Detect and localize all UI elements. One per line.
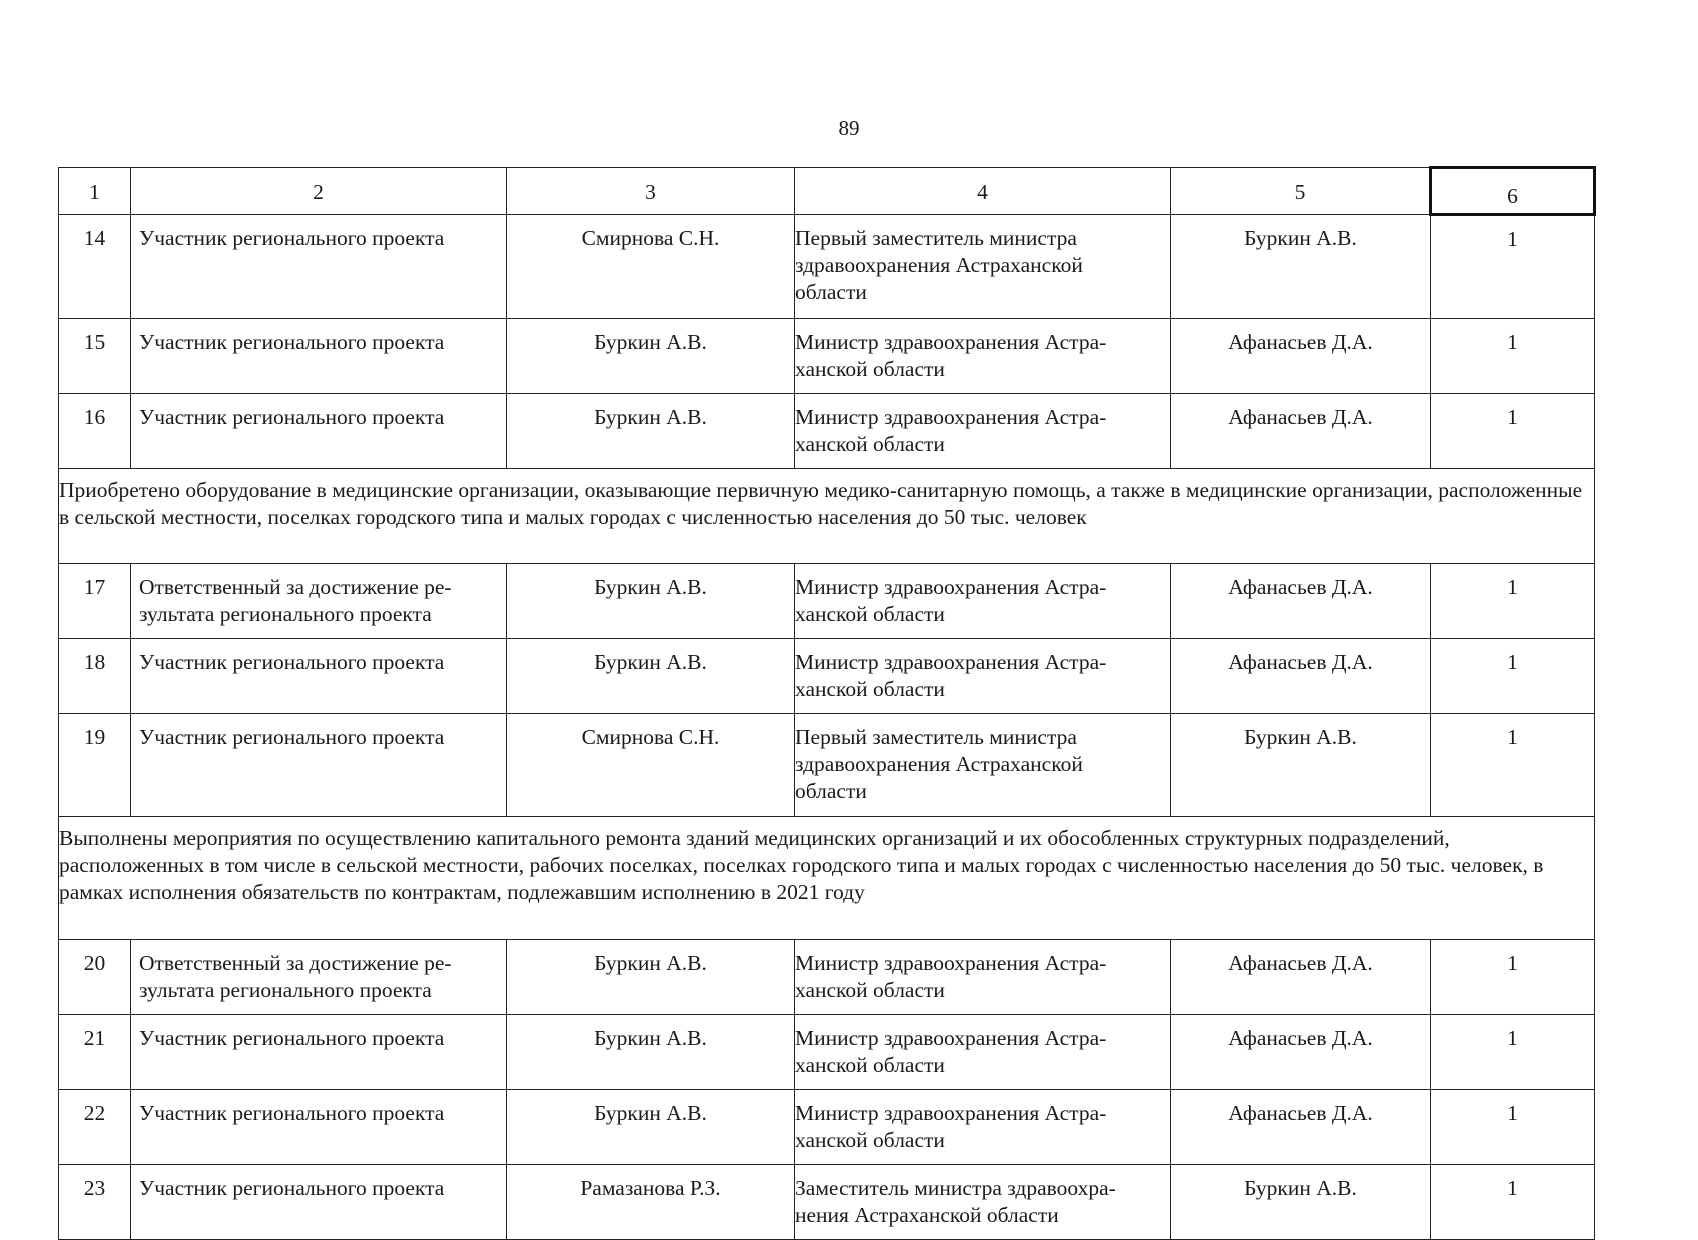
position-cell [795,319,1171,394]
share-cell: 1 [1431,1165,1595,1240]
row-number: 19 [59,714,131,817]
share-cell: 1 [1431,714,1595,817]
section-heading-row [59,469,1595,564]
role-cell [131,1015,507,1090]
supervisor-cell: Афанасьев Д.А. [1171,1015,1431,1090]
person-cell: Буркин А.В. [507,639,795,714]
position-cell [795,564,1171,639]
row-number: 21 [59,1015,131,1090]
role-cell [131,319,507,394]
column-header-4: 4 [795,168,1171,215]
position-cell [795,1015,1171,1090]
supervisor-cell: Афанасьев Д.А. [1171,940,1431,1015]
share-cell: 1 [1431,215,1595,319]
role-text: Участник регионального проекта [139,1101,445,1125]
role-text: Участник регионального проекта [139,226,445,250]
position-text: Министр здравоохранения Астра- ханской области [795,575,1107,626]
section-heading-row [59,817,1595,940]
column-header-1: 1 [59,168,131,215]
row-number: 16 [59,394,131,469]
role-text: Ответственный за достижение ре- зультата регионального проекта [139,575,452,626]
person-cell: Буркин А.В. [507,1090,795,1165]
share-cell: 1 [1431,394,1595,469]
person-cell: Буркин А.В. [507,940,795,1015]
position-cell [795,639,1171,714]
person-cell: Рамазанова Р.З. [507,1165,795,1240]
person-cell: Смирнова С.Н. [507,215,795,319]
position-text: Министр здравоохранения Астра- ханской области [795,1026,1107,1077]
row-number: 23 [59,1165,131,1240]
share-cell: 1 [1431,1015,1595,1090]
table-row [59,1015,1595,1090]
row-number: 14 [59,215,131,319]
position-text: Министр здравоохранения Астра- ханской области [795,405,1107,456]
column-header-5: 5 [1171,168,1431,215]
share-cell: 1 [1431,319,1595,394]
role-cell [131,1090,507,1165]
position-cell [795,1090,1171,1165]
table-row [59,394,1595,469]
role-text: Участник регионального проекта [139,650,445,674]
supervisor-cell: Афанасьев Д.А. [1171,564,1431,639]
row-number: 17 [59,564,131,639]
position-text: Министр здравоохранения Астра- ханской области [795,650,1107,701]
supervisor-cell: Афанасьев Д.А. [1171,394,1431,469]
role-text: Ответственный за достижение ре- зультата регионального проекта [139,951,452,1002]
share-cell: 1 [1431,940,1595,1015]
role-cell [131,394,507,469]
responsibility-table [58,166,1596,1240]
role-text: Участник регионального проекта [139,1026,445,1050]
person-cell: Буркин А.В. [507,1015,795,1090]
position-cell [795,940,1171,1015]
row-number: 15 [59,319,131,394]
section-heading: Приобретено оборудование в медицинские организации, оказывающие первичную медико-санитарную помощь, а также в медицинские организации, расположенные в сельской местности, поселках городского типа и малых городах с численностью населения до 50 тыс. человек [59,469,1595,564]
role-cell [131,564,507,639]
position-cell [795,215,1171,319]
table-row [59,564,1595,639]
position-text: Первый заместитель министра здравоохранения Астраханской области [795,226,1083,304]
person-cell: Смирнова С.Н. [507,714,795,817]
table-row [59,714,1595,817]
supervisor-cell: Афанасьев Д.А. [1171,1090,1431,1165]
role-cell [131,1165,507,1240]
position-text: Министр здравоохранения Астра- ханской области [795,951,1107,1002]
supervisor-cell: Афанасьев Д.А. [1171,639,1431,714]
supervisor-cell: Буркин А.В. [1171,1165,1431,1240]
role-text: Участник регионального проекта [139,405,445,429]
position-text: Первый заместитель министра здравоохранения Астраханской области [795,725,1083,803]
column-header-2: 2 [131,168,507,215]
supervisor-cell: Буркин А.В. [1171,215,1431,319]
table-row [59,1090,1595,1165]
row-number: 18 [59,639,131,714]
role-cell [131,714,507,817]
page-number: 89 [838,116,860,140]
table-row [59,215,1595,319]
share-cell: 1 [1431,1090,1595,1165]
role-cell [131,639,507,714]
share-cell: 1 [1431,564,1595,639]
share-cell: 1 [1431,639,1595,714]
table-row [59,1165,1595,1240]
row-number: 22 [59,1090,131,1165]
person-cell: Буркин А.В. [507,394,795,469]
column-header-3: 3 [507,168,795,215]
table-row [59,639,1595,714]
role-text: Участник регионального проекта [139,330,445,354]
role-text: Участник регионального проекта [139,725,445,749]
supervisor-cell: Буркин А.В. [1171,714,1431,817]
role-cell [131,215,507,319]
position-text: Министр здравоохранения Астра- ханской области [795,1101,1107,1152]
role-cell [131,940,507,1015]
section-heading: Выполнены мероприятия по осуществлению капитального ремонта зданий медицинских организаций и их обособленных структурных подразделений, расположенных в том числе в сельской местности, рабочих поселках, поселках городского типа и малых городах с численностью населения до 50 тыс. человек, в рамках исполнения обязательств по контрактам, подлежавшим исполнению в 2021 году [59,817,1595,940]
role-text: Участник регионального проекта [139,1176,445,1200]
table-row [59,940,1595,1015]
person-cell: Буркин А.В. [507,319,795,394]
position-text: Министр здравоохранения Астра- ханской области [795,330,1107,381]
column-header-6: 6 [1431,168,1595,215]
supervisor-cell: Афанасьев Д.А. [1171,319,1431,394]
position-cell [795,714,1171,817]
position-cell [795,394,1171,469]
column-number-row [59,168,1595,215]
position-cell [795,1165,1171,1240]
table-row [59,319,1595,394]
person-cell: Буркин А.В. [507,564,795,639]
row-number: 20 [59,940,131,1015]
position-text: Заместитель министра здравоохра- нения Астраханской области [795,1176,1116,1227]
